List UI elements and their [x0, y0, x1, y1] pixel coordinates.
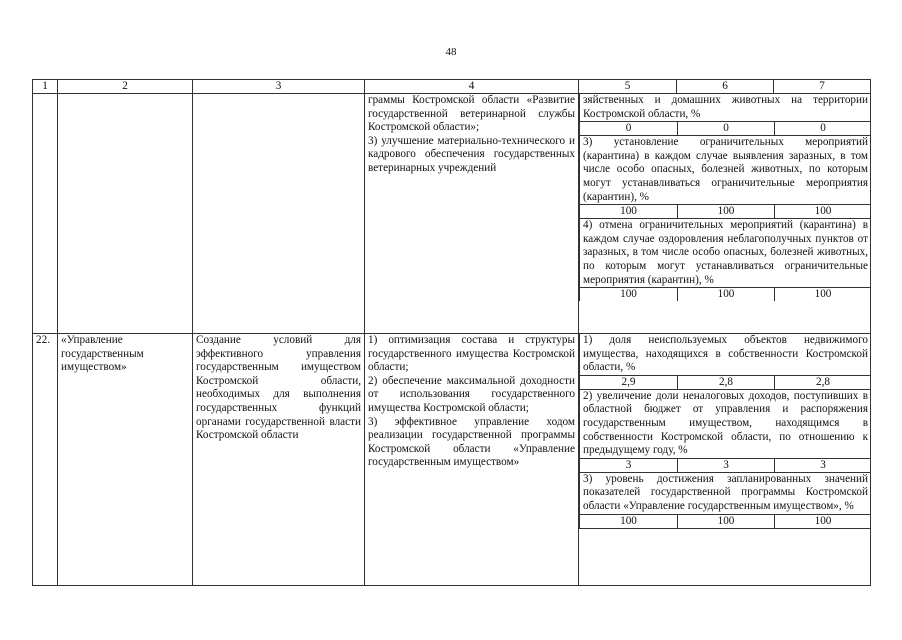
indicators-cell — [579, 334, 871, 586]
indicator-text: 3) установление ограничительных мероприятий (карантина) в каждом случае выявления заразных, в том числе особо опасных, болезней животных, по которым могут устанавливаться ограничительные мероприятия (карантин), % — [580, 136, 871, 205]
header-cell-5: 5 — [579, 80, 677, 94]
header-cell-1: 1 — [33, 80, 58, 94]
indicator-text: 2) увеличение доли неналоговых доходов, поступивших в областной бюджет от управления и распоряжения государственным имуществом, находящимся в собственности Костромской области, по отношению к предыдущему году, % — [580, 389, 871, 458]
indicator-value: 100 — [775, 514, 871, 528]
indicator-text-row — [580, 389, 871, 458]
program-goal: Создание условий для эффективного управления государственным имуществом Костромской области, необходимых для выполнения государственных функций органами государственной власти Костромской области — [193, 334, 365, 586]
table-row — [33, 334, 871, 586]
header-cell-6: 6 — [677, 80, 774, 94]
indicator-value: 0 — [580, 122, 678, 136]
indicator-value: 3 — [775, 458, 871, 472]
header-cell-3: 3 — [193, 80, 365, 94]
indicator-values-row — [580, 288, 871, 302]
indicator-value: 3 — [678, 458, 775, 472]
tasks-text: граммы Костромской области «Развитие государственной ветеринарной службы Костромской области»; 3) улучшение материально-технического и кадрового обеспечения государственных ветеринарных учреждений — [368, 94, 575, 174]
table-row — [33, 94, 871, 334]
indicator-value: 3 — [580, 458, 678, 472]
indicators-table — [579, 334, 871, 529]
tasks-text: 1) оптимизация состава и структуры государственного имущества Костромской области; 2) обеспечение максимальной доходности от использования государственного имущества Костромской области; 3) эффективное управление ходом реализации государственной программы Костромской области «Управление государственным имуществом» — [368, 334, 575, 469]
program-goal — [193, 94, 365, 334]
indicators-table — [579, 94, 871, 301]
indicator-value: 100 — [678, 514, 775, 528]
indicator-values-row — [580, 122, 871, 136]
indicator-value: 2,9 — [580, 375, 678, 389]
indicator-values-row — [580, 458, 871, 472]
indicator-text: 3) уровень достижения запланированных значений показателей государственной программы Костромской области «Управление государственным имуществом», % — [580, 472, 871, 514]
header-cell-4: 4 — [365, 80, 579, 94]
indicator-text: 1) доля неиспользуемых объектов недвижимого имущества, находящихся в собственности Костромской области, % — [580, 334, 871, 375]
indicator-value: 100 — [775, 288, 871, 302]
indicator-value: 100 — [678, 288, 775, 302]
indicator-text-row — [580, 136, 871, 205]
program-tasks — [365, 94, 579, 334]
indicator-value: 100 — [775, 205, 871, 219]
row-number: 22. — [33, 334, 58, 586]
indicator-text: 4) отмена ограничительных мероприятий (карантина) в каждом случае оздоровления неблагополучных пунктов от заразных, в том числе особо опасных, болезней животных, по которым могут устанавливаться ограничительные мероприятия (карантин), % — [580, 219, 871, 288]
program-name: «Управление государственным имуществом» — [58, 334, 193, 586]
indicator-text-row — [580, 334, 871, 375]
indicator-value: 100 — [678, 205, 775, 219]
indicator-values-row — [580, 375, 871, 389]
header-row — [33, 80, 871, 94]
indicator-text: зяйственных и домашних животных на территории Костромской области, % — [580, 94, 871, 122]
indicator-value: 0 — [775, 122, 871, 136]
indicator-value: 100 — [580, 514, 678, 528]
indicators-cell — [579, 94, 871, 334]
indicator-values-row — [580, 205, 871, 219]
indicator-text-row — [580, 219, 871, 288]
indicator-value: 100 — [580, 205, 678, 219]
header-cell-2: 2 — [58, 80, 193, 94]
program-tasks — [365, 334, 579, 586]
row-number — [33, 94, 58, 334]
header-cell-7: 7 — [774, 80, 871, 94]
indicator-text-row — [580, 472, 871, 514]
page-number: 48 — [445, 46, 457, 58]
indicator-value: 0 — [678, 122, 775, 136]
indicator-value: 100 — [580, 288, 678, 302]
indicator-value: 2,8 — [678, 375, 775, 389]
indicator-text-row — [580, 94, 871, 122]
indicator-values-row — [580, 514, 871, 528]
indicator-value: 2,8 — [775, 375, 871, 389]
program-table — [32, 79, 871, 586]
program-name — [58, 94, 193, 334]
